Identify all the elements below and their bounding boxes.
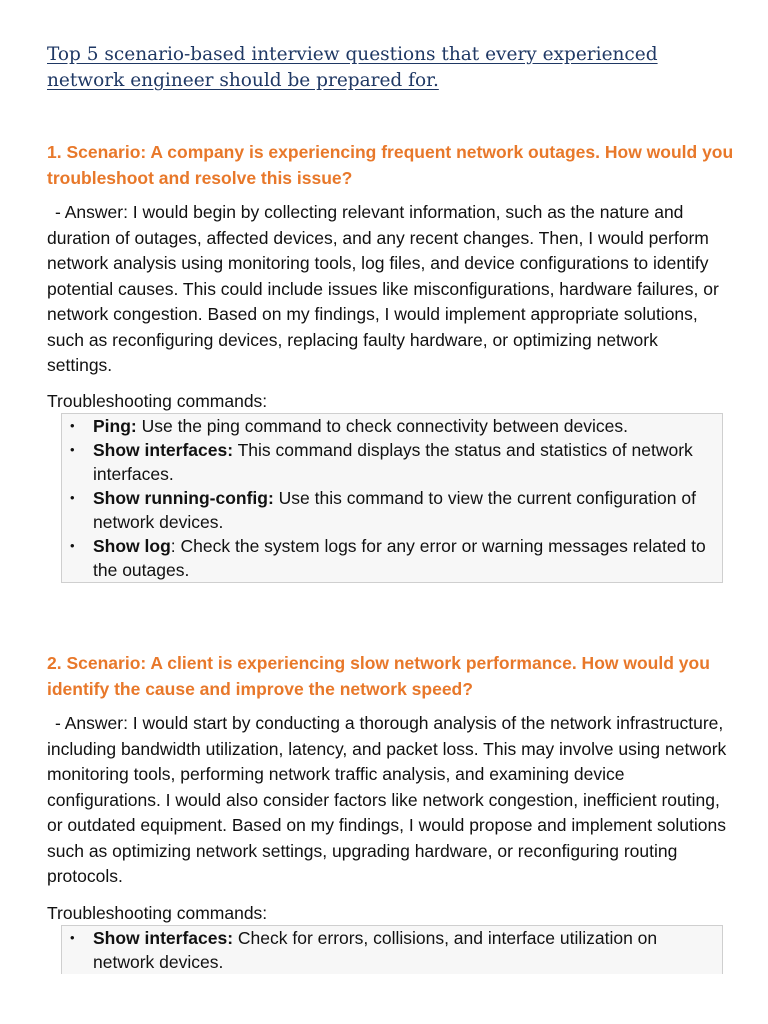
- command-description: Use this command to view the current configuration of network devices.: [93, 488, 696, 532]
- command-item: [62, 414, 722, 438]
- command-description: : Check the system logs for any error or warning messages related to the outages.: [93, 536, 706, 580]
- command-item: [62, 438, 722, 486]
- answer-2: - Answer: I would start by conducting a thorough analysis of the network infrastructure, including bandwidth utilization, latency, and packet loss. This may involve using network monitoring tools, performing network traffic analysis, and examining device configurations. I would also consider factors like network congestion, inefficient routing, or outdated equipment. Based on my findings, I would propose and implement solutions such as optimizing network settings, upgrading hardware, or reconfiguring routing protocols.: [47, 713, 727, 886]
- command-description: Use the ping command to check connectivity between devices.: [136, 416, 628, 436]
- answer-1: - Answer: I would begin by collecting relevant information, such as the nature and duration of outages, affected devices, and any recent changes. Then, I would perform network analysis using monitoring tools, log files, and device configurations to identify potential causes. This could include issues like misconfigurations, hardware failures, or network congestion. Based on my findings, I would implement appropriate solutions, such as reconfiguring devices, replacing faulty hardware, or optimizing network settings.: [47, 202, 719, 375]
- bullet-icon: •: [70, 930, 75, 945]
- commands-list-2: [61, 925, 723, 974]
- command-item: [62, 534, 722, 582]
- document-title: Top 5 scenario-based interview questions that every experienced network engineer should be prepared for.: [47, 44, 658, 91]
- command-item: [62, 486, 722, 534]
- commands-heading-1: Troubleshooting commands:: [47, 391, 268, 411]
- command-description: This command displays the status and statistics of network interfaces.: [93, 440, 693, 484]
- commands-list-1: [61, 413, 723, 583]
- commands-heading-2: Troubleshooting commands:: [47, 903, 268, 923]
- command-name: Show running-config:: [93, 488, 274, 508]
- question-2: 2. Scenario: A client is experiencing slow network performance. How would you identify the cause and improve the network speed?: [47, 653, 710, 699]
- bullet-icon: •: [70, 490, 75, 505]
- command-description: Check for errors, collisions, and interface utilization on network devices.: [93, 928, 658, 972]
- command-name: Show interfaces:: [93, 928, 234, 948]
- bullet-icon: •: [70, 418, 75, 433]
- bullet-icon: •: [70, 538, 75, 553]
- command-name: Ping:: [93, 416, 137, 436]
- command-item: [62, 926, 722, 974]
- command-name: Show interfaces:: [93, 440, 234, 460]
- command-name: Show log: [93, 536, 171, 556]
- bullet-icon: •: [70, 442, 75, 457]
- question-1: 1. Scenario: A company is experiencing frequent network outages. How would you troubleshoot and resolve this issue?: [47, 142, 734, 188]
